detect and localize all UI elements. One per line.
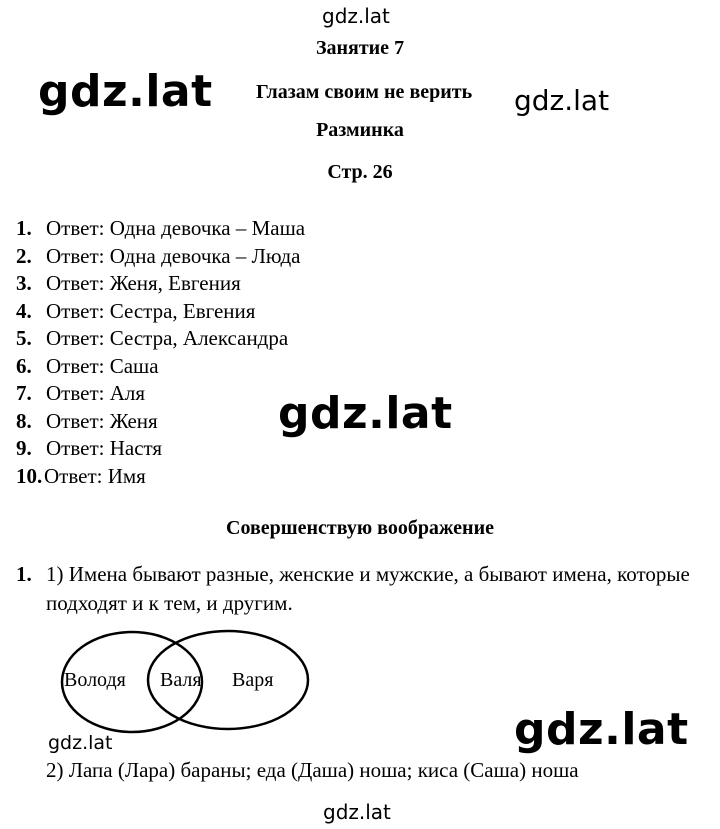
section-title-warmup: Разминка bbox=[316, 119, 404, 141]
answer-item-5 bbox=[16, 325, 305, 353]
answer-text: Ответ: Имя bbox=[44, 463, 146, 488]
watermark-center-big: gdz.lat bbox=[278, 388, 453, 439]
venn-label-left: Володя bbox=[64, 669, 126, 691]
answer-number: 8. bbox=[16, 408, 32, 433]
answer-text: Ответ: Женя, Евгения bbox=[46, 271, 241, 295]
answer-number: 4. bbox=[16, 298, 32, 323]
answer-text: Ответ: Женя bbox=[46, 408, 158, 433]
answer-text: Ответ: Аля bbox=[46, 381, 146, 405]
page-number: Стр. 26 bbox=[327, 161, 393, 183]
answer-text: Ответ: Сестра, Александра bbox=[46, 326, 289, 350]
answer-item-10 bbox=[16, 463, 305, 491]
watermark-bottom-left: gdz.lat bbox=[48, 732, 113, 754]
answer-item-3 bbox=[16, 270, 305, 298]
answer-text: Ответ: Одна девочка – Люда bbox=[46, 243, 301, 268]
lesson-title: Занятие 7 bbox=[315, 37, 405, 59]
lesson-topic-text: Глазам своим не верить bbox=[256, 82, 473, 102]
answer-number: 9. bbox=[16, 436, 32, 460]
section-title-imagination: Совершенствую воображение bbox=[226, 517, 494, 539]
answer-item-4 bbox=[16, 298, 305, 326]
task-text: 1) Имена бывают разные, женские и мужские, а бывают имена, которые подходят и к тем, и другим. bbox=[46, 562, 690, 615]
answer-number: 2. bbox=[16, 243, 32, 268]
watermark-left-big: gdz.lat bbox=[38, 66, 213, 117]
answer-text: Ответ: Одна девочка – Маша bbox=[46, 216, 306, 240]
task-2-text: 2) Лапа (Лара) бараны; еда (Даша) ноша; киса (Саша) ноша bbox=[46, 758, 579, 782]
answer-text: Ответ: Саша bbox=[46, 353, 159, 378]
answer-number: 1. bbox=[16, 216, 32, 240]
answer-number: 7. bbox=[16, 381, 32, 405]
answer-item-2 bbox=[16, 243, 305, 271]
watermark-bottom-right-big: gdz.lat bbox=[514, 704, 689, 755]
answer-text: Ответ: Настя bbox=[46, 436, 163, 460]
watermark-right-mid: gdz.lat bbox=[514, 84, 610, 117]
venn-label-right: Варя bbox=[232, 669, 274, 691]
answer-item-6 bbox=[16, 353, 305, 381]
answer-number: 3. bbox=[16, 271, 32, 295]
lesson-topic bbox=[256, 82, 472, 102]
watermark-bottom: gdz.lat bbox=[323, 800, 391, 824]
watermark-top: gdz.lat bbox=[322, 4, 390, 28]
answer-number: 5. bbox=[16, 326, 32, 350]
answer-number: 6. bbox=[16, 353, 32, 378]
answer-item-9 bbox=[16, 435, 305, 463]
answer-item-1 bbox=[16, 215, 305, 243]
answer-item-7 bbox=[16, 380, 305, 408]
answer-number: 10. bbox=[16, 463, 43, 488]
answer-item-8 bbox=[16, 408, 305, 436]
task-number: 1. bbox=[16, 562, 32, 586]
answer-text: Ответ: Сестра, Евгения bbox=[46, 298, 256, 323]
answers-list bbox=[16, 215, 305, 490]
venn-label-middle: Валя bbox=[160, 669, 202, 691]
